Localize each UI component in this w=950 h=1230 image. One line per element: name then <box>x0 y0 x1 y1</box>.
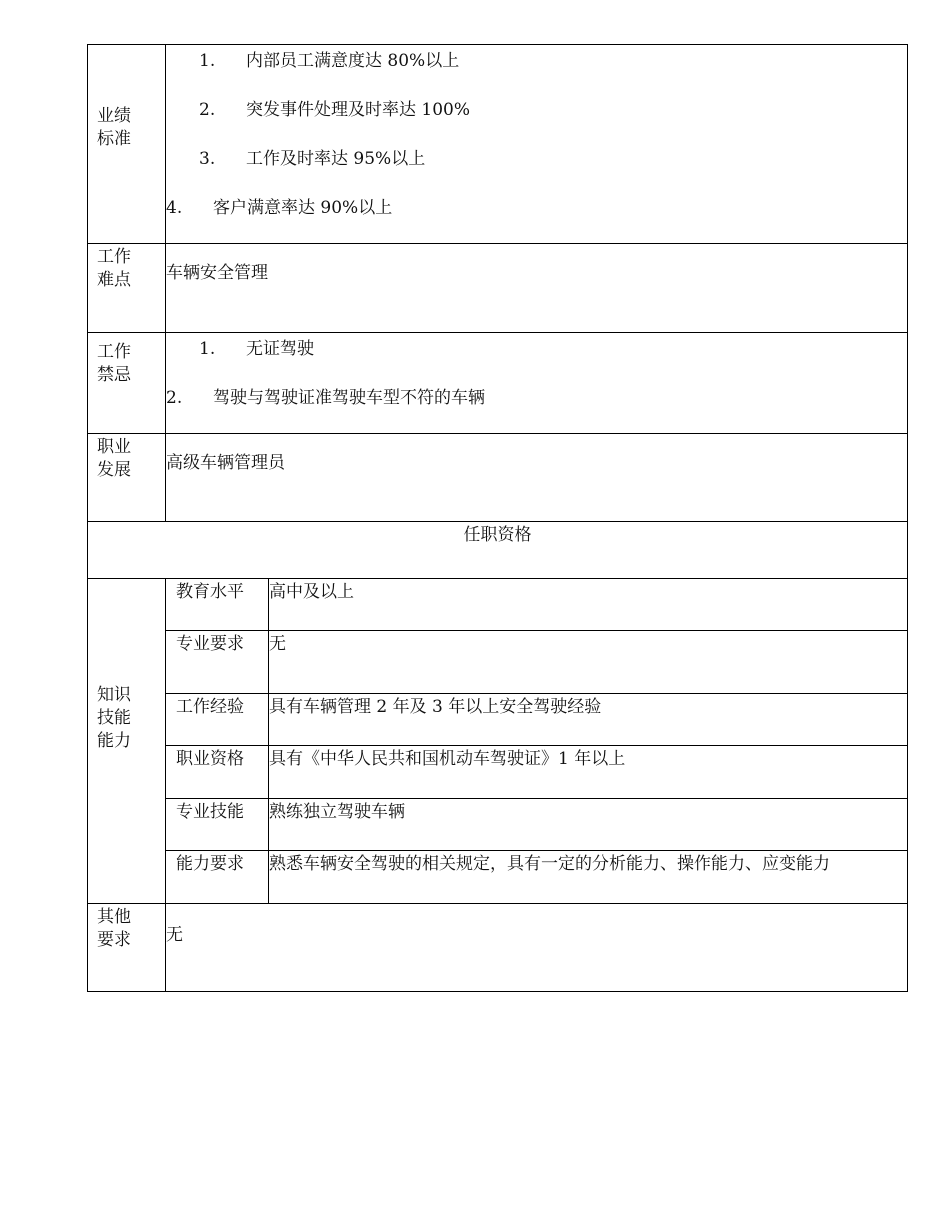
difficulty-content <box>166 244 908 332</box>
list-item: 1. 无证驾驶 <box>199 338 314 359</box>
table-row <box>88 579 908 631</box>
career-text: 高级车辆管理员 <box>166 452 285 473</box>
experience-label: 工作经验 <box>166 694 269 746</box>
difficulty-row <box>88 244 908 332</box>
education-label: 教育水平 <box>166 579 269 631</box>
certification-label: 职业资格 <box>166 746 269 798</box>
table-row <box>88 798 908 850</box>
other-row <box>88 903 908 991</box>
career-row <box>88 433 908 521</box>
table-row <box>88 746 908 798</box>
qualifications-title-row <box>88 521 908 578</box>
list-item: 2. 突发事件处理及时率达 100% <box>199 100 471 120</box>
major-value: 无 <box>269 631 908 694</box>
certification-value: 具有《中华人民共和国机动车驾驶证》1 年以上 <box>269 746 908 798</box>
qualifications-label: 知识 技能 能力 <box>88 579 166 904</box>
table-row <box>88 850 908 903</box>
skills-label: 专业技能 <box>166 798 269 850</box>
major-label: 专业要求 <box>166 631 269 694</box>
table-row <box>88 694 908 746</box>
career-label: 职业 发展 <box>88 433 166 521</box>
difficulty-label: 工作 难点 <box>88 244 166 332</box>
other-content <box>166 903 908 991</box>
difficulty-text: 车辆安全管理 <box>166 263 268 284</box>
performance-row <box>88 45 908 244</box>
list-item: 4. 客户满意率达 90%以上 <box>166 198 393 218</box>
list-item: 2. 驾驶与驾驶证准驾驶车型不符的车辆 <box>166 387 485 408</box>
list-item: 3. 工作及时率达 95%以上 <box>199 149 426 169</box>
taboos-content <box>166 332 908 433</box>
taboos-row <box>88 332 908 433</box>
career-content <box>166 433 908 521</box>
job-description-table <box>87 44 908 992</box>
performance-label: 业绩 标准 <box>88 45 166 244</box>
ability-value: 熟悉车辆安全驾驶的相关规定，具有一定的分析能力、操作能力、应变能力 <box>269 850 908 903</box>
performance-content <box>166 45 908 244</box>
experience-value: 具有车辆管理 2 年及 3 年以上安全驾驶经验 <box>269 694 908 746</box>
education-value: 高中及以上 <box>269 579 908 631</box>
list-item: 1. 内部员工满意度达 80%以上 <box>199 51 460 71</box>
other-text: 无 <box>166 924 183 945</box>
other-label: 其他 要求 <box>88 903 166 991</box>
skills-value: 熟练独立驾驶车辆 <box>269 798 908 850</box>
ability-label: 能力要求 <box>166 850 269 903</box>
table-row <box>88 631 908 694</box>
section-title: 任职资格 <box>88 521 908 578</box>
taboos-label: 工作 禁忌 <box>88 332 166 433</box>
